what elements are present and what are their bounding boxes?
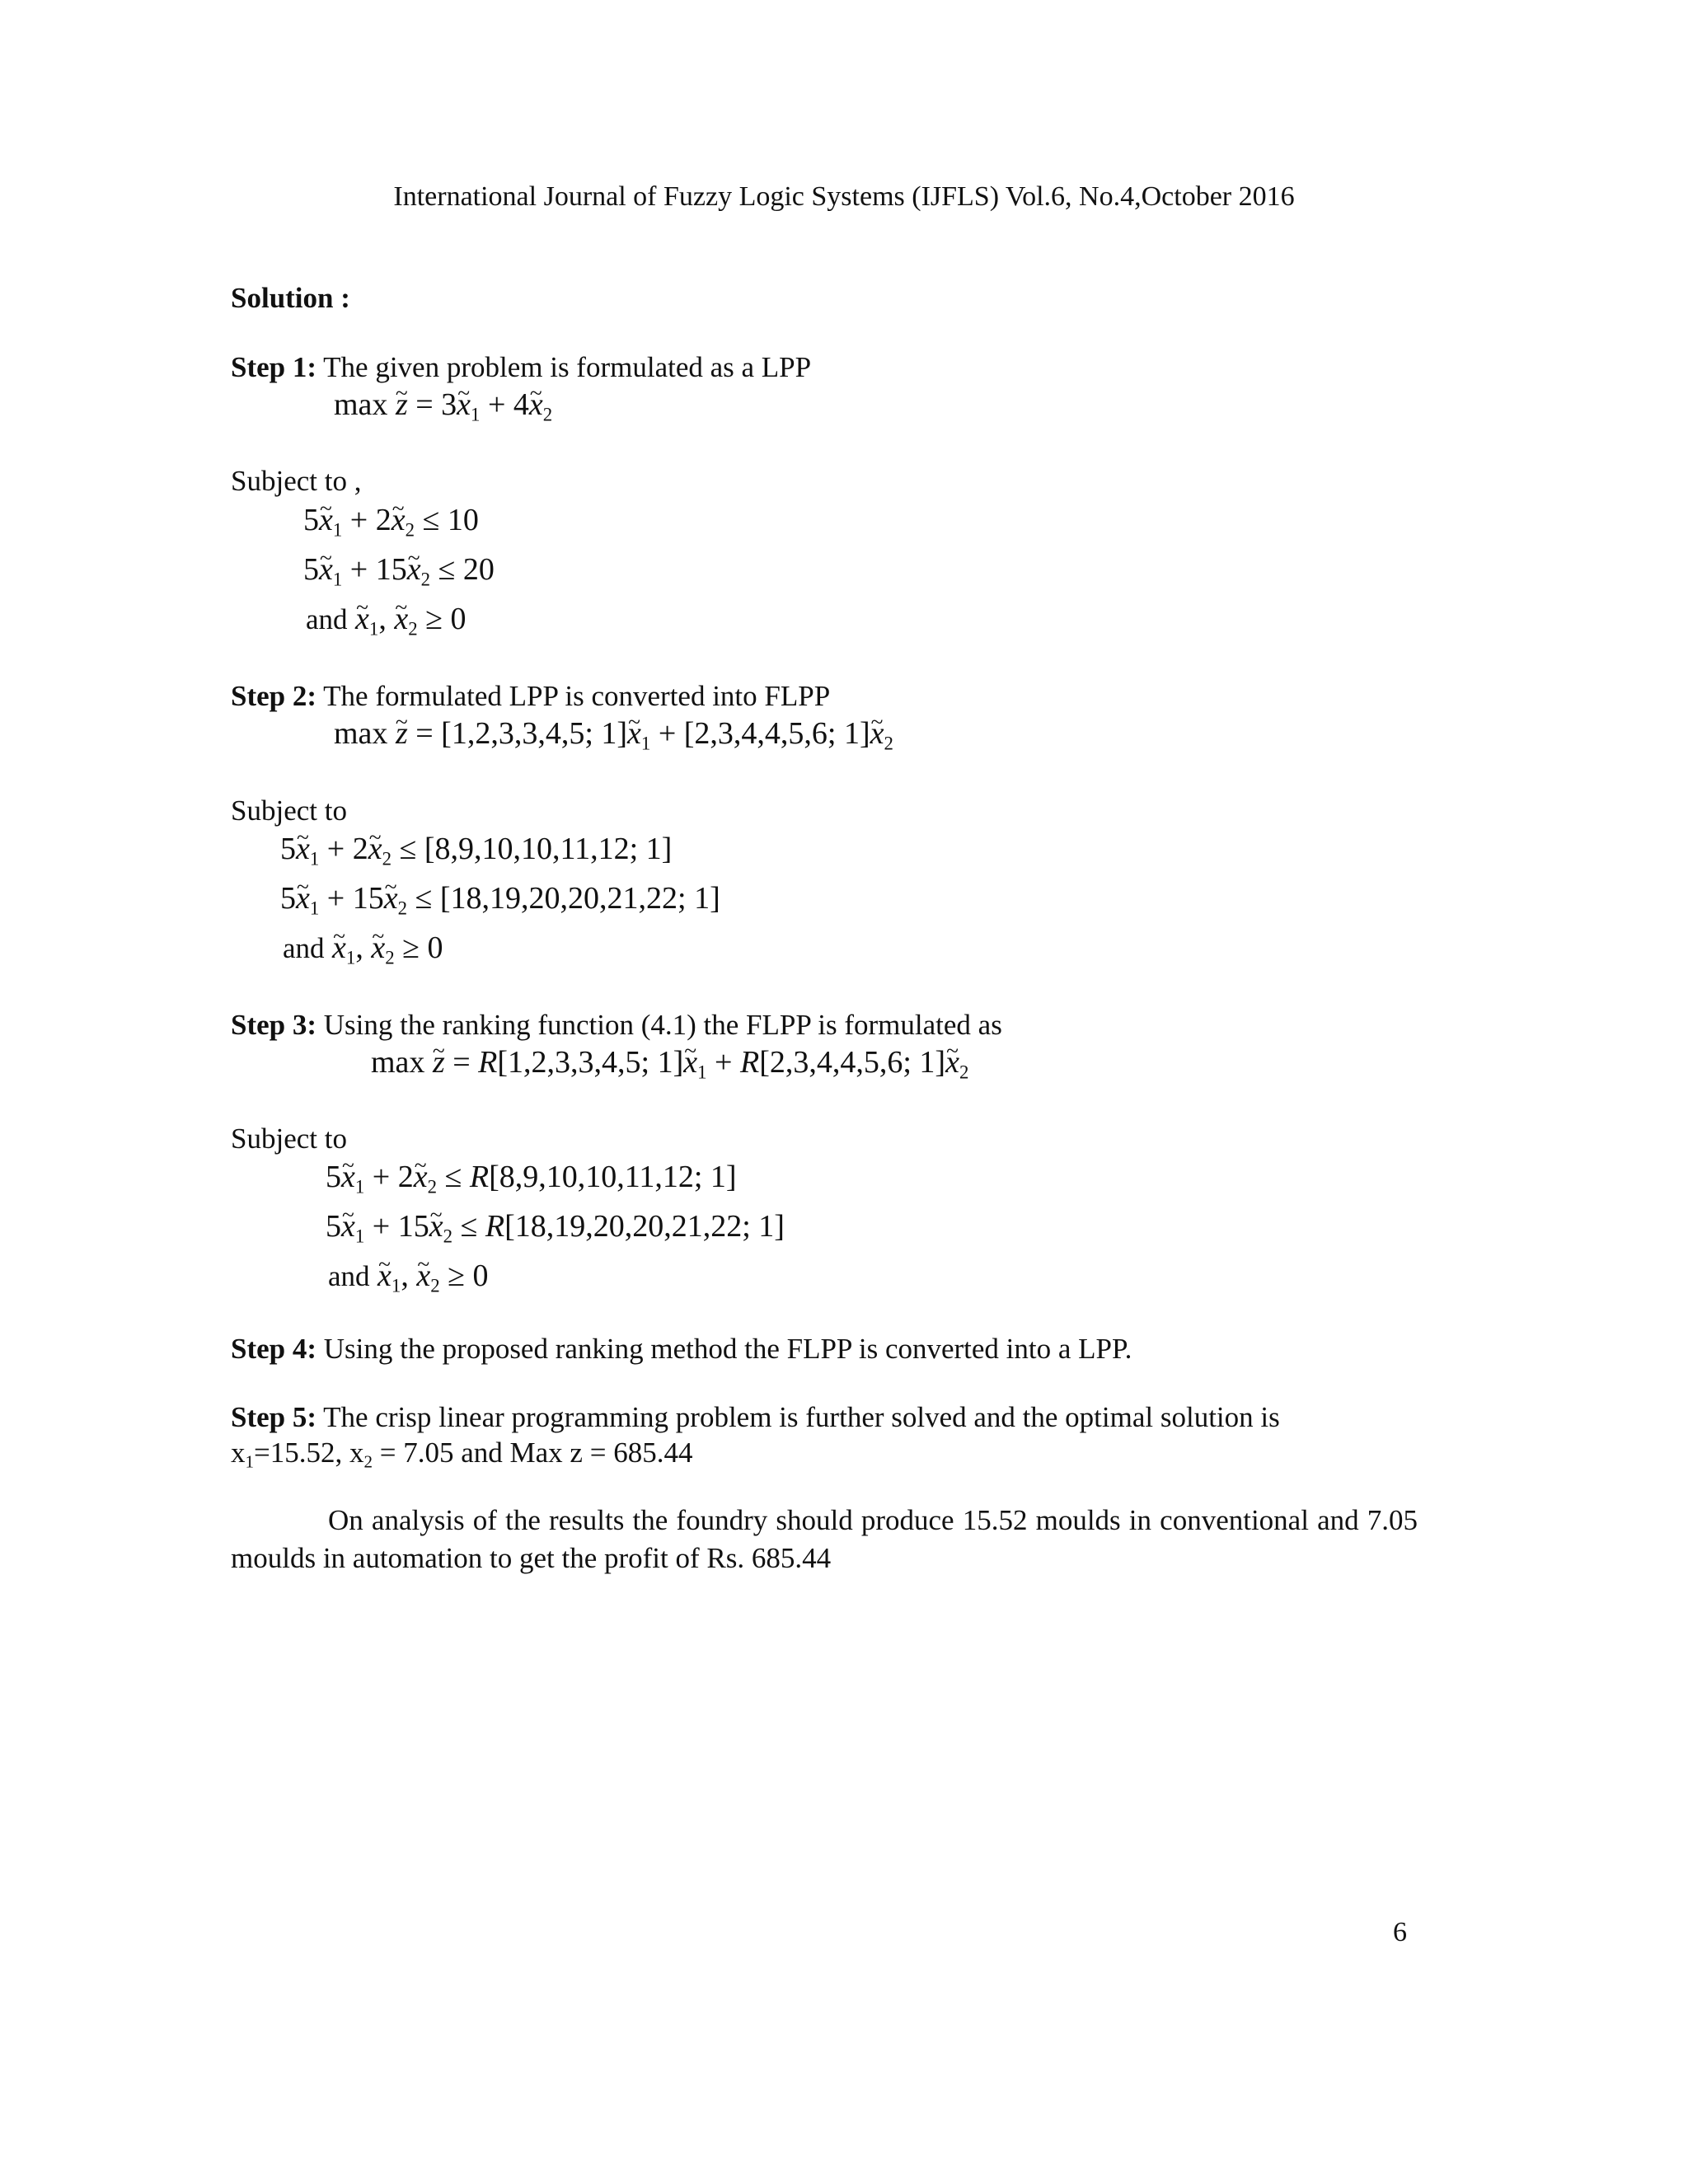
step2-nonneg: and ~ $x_1$, ~ $x_2 \ge 0$ — [283, 928, 443, 968]
step3-nonneg: and ~ $x_1$, ~ $x_2 \ge 0$ — [328, 1256, 488, 1296]
conclusion-paragraph: On analysis of the results the foundry should produce 15.52 moulds in conventional and 7.05 moulds in automation to get the profit of Rs. 685.44 — [231, 1504, 1418, 1574]
step1-objective: max ~ z = 3~ $x_1$ + 4~ $x_2$ — [334, 385, 552, 424]
journal-header: International Journal of Fuzzy Logic Systems (IJFLS) Vol.6, No.4,October 2016 — [393, 181, 1295, 212]
step3-objective: max ~ z = R[1,2,3,3,4,5; 1]~ $x_1 + R[2,3,4,4,5,6$; 1]~ $x_2$ — [371, 1043, 968, 1082]
step1-nonneg: and ~ $x_1$, ~ $x_2 \ge 0$ — [306, 599, 466, 640]
step3-line: Step 3: Using the ranking function (4.1) the FLPP is formulated as — [231, 1009, 1002, 1041]
step2-constraint-1: 5~ $x_1$ + 2~ $x_2 \le [8,9,10,10,11,12$; 1] — [280, 829, 672, 869]
step1-constraint-1: 5~ $x_1$ + 2~ $x_2 \le 10$ — [303, 500, 479, 540]
step2-line: Step 2: The formulated LPP is converted into FLPP — [231, 680, 831, 712]
step2-subject-to: Subject to — [231, 794, 347, 827]
step5-line: Step 5: The crisp linear programming problem is further solved and the optimal solution is — [231, 1401, 1280, 1433]
step2-constraint-2: 5~ $x_1$ + 15~ $x_2 \le [18,19,20,20,21,22$; 1] — [280, 879, 720, 918]
step1-line: Step 1: The given problem is formulated as a LPP — [231, 351, 812, 383]
step5-result: $x_1=15.52$, $x_2 = 7.05$ and Max z = 685.44 — [231, 1436, 693, 1472]
page-number: 6 — [1393, 1917, 1407, 1947]
step2-objective: max ~ z = [1,2,3,3,4,5; 1]~ $x_1 + [2,3,4,4,5,6$; 1]~ $x_2$ — [334, 714, 893, 753]
step3-constraint-2: 5~ $x_1$ + 15~ $x_2 \le R[18,19,20,20,21,22$; 1] — [326, 1207, 785, 1246]
step1-constraint-2: 5~ $x_1$ + 15~ $x_2 \le 20$ — [303, 550, 495, 589]
step1-subject-to: Subject to , — [231, 465, 362, 497]
step3-constraint-1: 5~ $x_1$ + 2~ $x_2 \le R[8,9,10,10,11,12$; 1] — [326, 1157, 737, 1197]
solution-heading: Solution : — [231, 282, 350, 314]
step3-subject-to: Subject to — [231, 1122, 347, 1155]
step4-line: Step 4: Using the proposed ranking method the FLPP is converted into a LPP. — [231, 1333, 1132, 1365]
